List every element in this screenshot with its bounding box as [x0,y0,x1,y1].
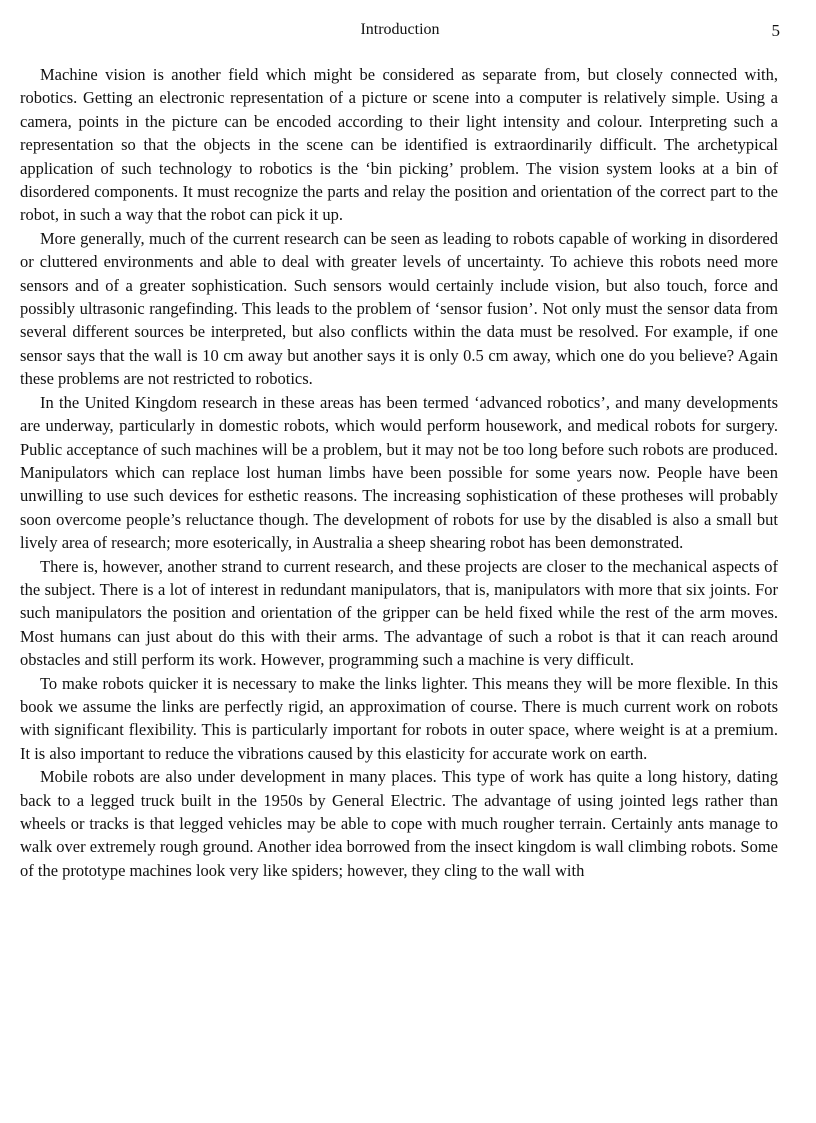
paragraph-redundant-manipulators: There is, however, another strand to current research, and these projects are closer to the mechanical aspects of the subject. There is a lot of interest in redundant manipulators, that is, manipulators with more that six joints. For such manipulators the position and orientation of the gripper can be held fixed while the rest of the arm moves. Most humans can just about do this with their arms. The advantage of such a robot is that it can reach around obstacles and still perform its work. However, programming such a machine is very difficult. [20,556,778,670]
paragraph-mobile-robots: Mobile robots are also under development in many places. This type of work has quite a long history, dating back to a legged truck built in the 1950s by General Electric. The advantage of using jointed legs rather than wheels or tracks is that legged vehicles may be able to cope with much rougher terrain. Certainly ants manage to walk over extremely rough ground. Another idea borrowed from the insect kingdom is wall climbing robots. Some of the prototype machines look very like spiders; however, they cling to the wall with [20,767,778,880]
paragraph-current-research: More generally, much of the current research can be seen as leading to robots capable of working in disordered or cluttered environments and able to deal with greater levels of uncertainty. To achieve this robots need more sensors and of a greater sophistication. Such sensors would certainly include vision, but also touch, force and possibly ultrasonic rangefinding. This leads to the problem of ‘sensor fusion’. Not only must the sensor data from several different sources be interpreted, but also conflicts within the data must be resolved. For example, if one sensor says that the wall is 10 cm away but another says it is only 0.5 cm away, which one do you believe? Again these problems are not restricted to robotics. [20,228,778,389]
chapter-title: Introduction [360,21,440,38]
running-header [20,21,780,43]
paragraph-machine-vision: Machine vision is another field which might be considered as separate from, but closely connected with, robotics. Getting an electronic representation of a picture or scene into a computer is relatively simple. Using a camera, points in the picture can be encoded according to their light intensity and colour. Interpreting such a representation so that the objects in the scene can be identified is extraordinarily difficult. The archetypical application of such technology to robotics is the ‘bin picking’ problem. The vision system looks at a bin of disordered components. It must recognize the parts and relay the position and orientation of the correct part to the robot, in such a way that the robot can pick it up. [20,65,778,225]
body-text [20,63,778,882]
paragraph-advanced-robotics: In the United Kingdom research in these areas has been termed ‘advanced robotics’, and many developments are underway, particularly in domestic robots, which would perform housework, and medical robots for surgery. Public acceptance of such machines will be a problem, but it may not be too long before such robots are produced. Manipulators which can replace lost human limbs have been possible for some years now. People have been unwilling to use such devices for esthetic reasons. The increasing sophistication of these protheses will probably soon overcome people’s reluctance though. The development of robots for use by the disabled is also a small but lively area of research; more esoterically, in Australia a sheep shearing robot has been demonstrated. [20,392,778,553]
page-number: 5 [771,21,780,40]
paragraph-flexible-robots: To make robots quicker it is necessary to make the links lighter. This means they will be more flexible. In this book we assume the links are perfectly rigid, an approximation of course. There is much current work on robots with significant flexibility. This is particularly important for robots in outer space, where weight is at a premium. It is also important to reduce the vibrations caused by this elasticity for accurate work on earth. [20,673,778,763]
